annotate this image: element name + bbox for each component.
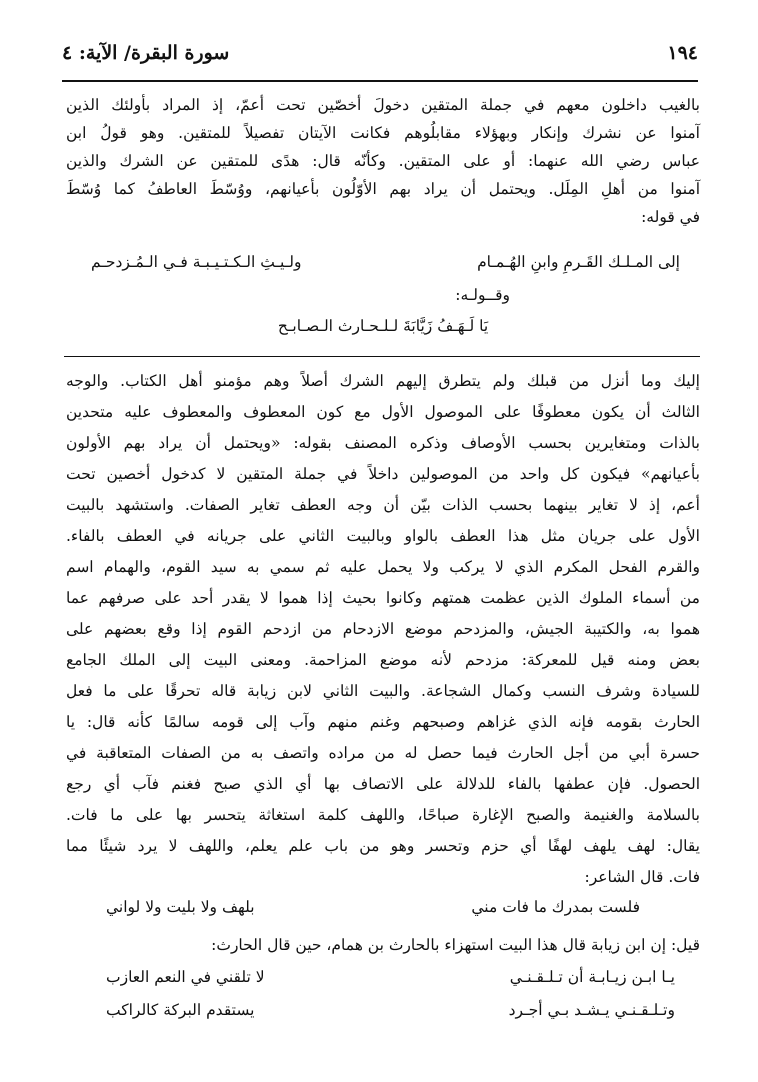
page-header xyxy=(62,40,698,82)
running-title: سورة البقرة/ الآية: ٤ xyxy=(62,42,230,64)
main-text-line: بالغيب داخلون معهم في جملة المتقين دخولَ أخصّين تحت أعمّ، إذ المراد بأولئك الذين xyxy=(66,96,700,114)
commentary-line: الحارث بقومه فإنه الذي غزاهم وصبحهم وغنم منهم وآب إلى قومه سالمًا كأنه قال: يا xyxy=(66,713,700,731)
main-text xyxy=(66,91,700,351)
verse-5-first-hemistich: وتـلـقـنـي يـشـد بـي أجـرد xyxy=(508,1001,675,1019)
verse-4-first-hemistich: يـا ابـن زيـابـة أن تـلـقـنـي xyxy=(509,968,675,986)
commentary-text xyxy=(66,367,700,887)
commentary-line: بالسلامة والغنيمة والصبح الإغارة صباحًا، واللهف كلمة استغاثة يتحسر بها على ما فات. xyxy=(66,806,700,824)
commentary-line: أعم، إذ لا تغاير بينهما بحسب الذات بيّن أن وجه العطف تغاير الصفات. واستشهد بالبيت xyxy=(66,496,700,514)
commentary-line: حسرة أبي من أجل الحارث فيما حصل له من مراده واتصف به من الصفات المتعاقبة في xyxy=(66,744,700,762)
commentary-line: الأول على جريان مثل هذا العطف بالواو وبالبيت الثاني على جريانه في العطف بالفاء. xyxy=(66,527,700,545)
commentary-line: إليك وما أنزل من قبلك ولم يتطرق إليهم الشرك أصلاً وهم مؤمنو أهل الكتاب. والوجه xyxy=(66,372,700,390)
verse-3-second-hemistich: بلهف ولا بليت ولا لواني xyxy=(106,898,255,916)
commentary-line: هموا به، والكتيبة الجيش، والمزدحم موضع الازدحام من ازدحم القوم إذا وقع بعضهم على xyxy=(66,620,700,638)
verse-intro: وقــولـه: xyxy=(455,286,510,304)
commentary-line: والقرم الفحل المكرم الذي لا يركب ولا يحمل عليه ثم سمي به سيد القوم، والهمام اسم xyxy=(66,558,700,576)
commentary-line: الحصول. فإن عطفها بالفاء للدلالة على الاتصاف بها أي الذي صبح فغنم فآب أي رجع xyxy=(66,775,700,793)
commentary-line: فات. قال الشاعر: xyxy=(584,868,700,886)
footnote-divider xyxy=(64,356,700,357)
verse-2: يَا لَـهَـفُ زَيَّابَةَ لـلـحـارث الـصـابـح xyxy=(277,317,489,335)
verse-3 xyxy=(66,898,700,928)
verse-5 xyxy=(66,1001,700,1031)
verse-5-second-hemistich: يستقدم البركة كالراكب xyxy=(106,1001,255,1019)
page-number: ١٩٤ xyxy=(667,42,698,64)
verse-1 xyxy=(66,253,700,283)
commentary-line: بالذات ومتغايرين بحسب الأوصاف وذكره المصنف بقوله: «ويحتمل أن يراد بهم الأولون xyxy=(66,434,700,452)
commentary-line: بأعيانهم» فيكون كل واحد من الموصولين داخلاً في جملة المتقين لا كدخول أخصين تحت xyxy=(66,465,700,483)
verse-4-second-hemistich: لا تلقني في النعم العازب xyxy=(106,968,265,986)
main-text-line: عباس رضي الله عنهما: أو على المتقين. وكأنّه قال: هدًى للمتقين عن الشرك والذين xyxy=(66,152,700,170)
verse-3-first-hemistich: فلست بمدرك ما فات مني xyxy=(471,898,640,916)
main-text-line: في قوله: xyxy=(641,208,700,226)
commentary-verses xyxy=(66,898,700,1038)
verse-1-first-hemistich: إلى المـلـك القَـرمِ وابنِ الهُـمـام xyxy=(477,253,680,271)
verse-1-second-hemistich: ولـيـثِ الـكـتـيـبـة فـي الـمُـزدحـم xyxy=(91,253,302,271)
commentary-line: يقال: لهف يلهف لهفًا أي حزم وتحسر وهو من باب علم يعلم، واللهف لا يرد شيئًا مما xyxy=(66,837,700,855)
main-text-line: آمنوا من أهلِ المِلَل. ويحتمل أن يراد بهم الأوّلُون بأعيانهم، ووُسّطَ العاطفُ كما وُسّطَ xyxy=(66,180,700,198)
qila-line: قيل: إن ابن زيابة قال هذا البيت استهزاء بالحارث بن همام، حين قال الحارث: xyxy=(211,936,700,954)
main-text-line: آمنوا عن نشرك وإنكار وبهؤلاء مقابلُوهم فكانت الآيتان تفصيلاً للمتقين. وهو قولُ ابن xyxy=(66,124,700,142)
verse-4 xyxy=(66,968,700,998)
commentary-line: من أسماء الملوك الذين عظمت همتهم وكانوا بحيث إذا هموا لا يقدر أحد على صرفهم عما xyxy=(66,589,700,607)
commentary-line: بعض ومنه قيل للمعركة: مزدحم لأنه موضع المزاحمة. ومعنى البيت إلى الملك الجامع xyxy=(66,651,700,669)
commentary-line: الثالث أن يكون معطوفًا على الموصول الأول مع كون المعطوف والمعطوف عليه متحدين xyxy=(66,403,700,421)
commentary-line: للسيادة وشرف النسب وكمال الشجاعة. والبيت الثاني لابن زيابة قاله تحرقًا على ما فعل xyxy=(66,682,700,700)
